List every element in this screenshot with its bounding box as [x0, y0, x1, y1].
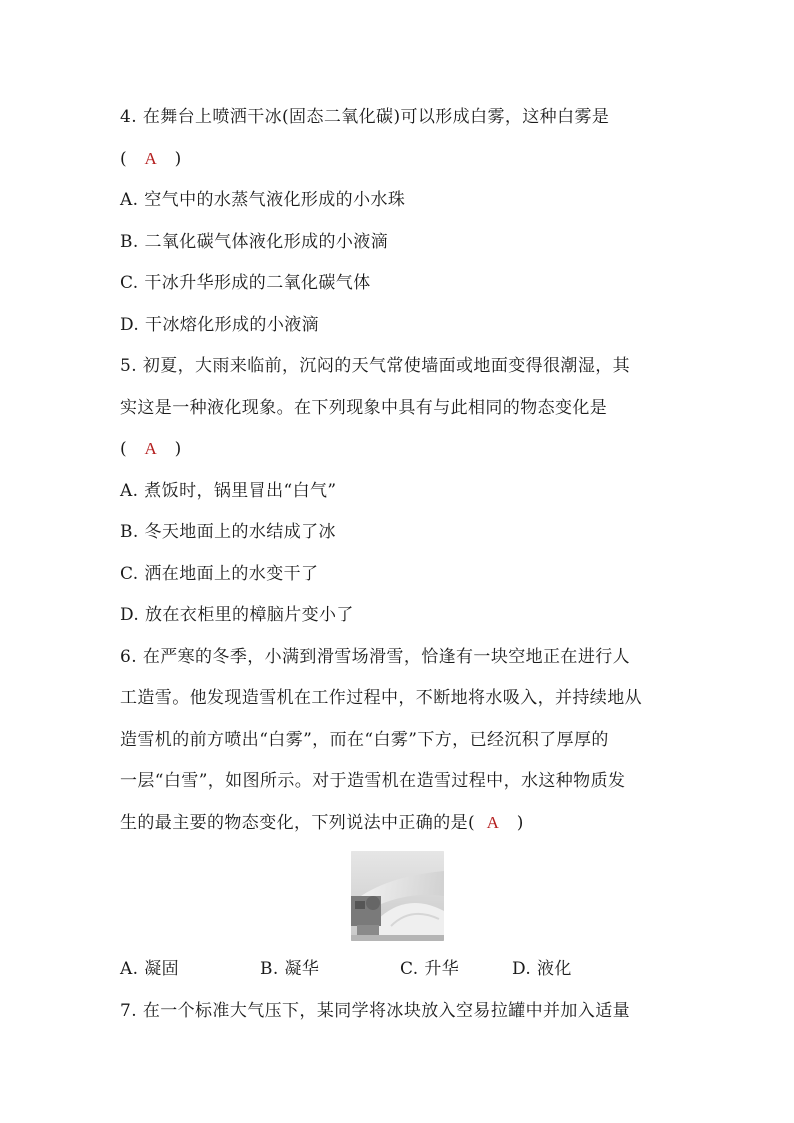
- snow-machine-illustration: [351, 851, 444, 941]
- q5-stem-line-1: 5. 初夏，大雨来临前，沉闷的天气常使墙面或地面变得很潮湿，其: [120, 356, 631, 376]
- snow-machine-figure: [351, 851, 444, 941]
- q6-stem-line-3: 造雪机的前方喷出“白雾”，而在“白雾”下方，已经沉积了厚厚的: [120, 730, 609, 750]
- q6-option-d: D. 液化: [512, 959, 572, 979]
- answer-letter: A: [486, 813, 500, 832]
- q5-option-a: A. 煮饭时，锅里冒出“白气”: [120, 481, 337, 501]
- q5-option-b: B. 冬天地面上的水结成了冰: [120, 522, 336, 542]
- q5-answer: [120, 438, 182, 460]
- q6-stem-line-5: [120, 812, 524, 834]
- answer-paren-close: ): [516, 813, 524, 833]
- q6-stem-line-4: 一层“白雪”，如图所示。对于造雪机在造雪过程中，水这种物质发: [120, 771, 626, 791]
- q4-option-b: B. 二氧化碳气体液化形成的小液滴: [120, 232, 389, 252]
- q5-option-d: D. 放在衣柜里的樟脑片变小了: [120, 605, 354, 625]
- q6-stem-line-1: 6. 在严寒的冬季，小满到滑雪场滑雪，恰逢有一块空地正在进行人: [120, 647, 631, 667]
- answer-letter: A: [144, 439, 158, 458]
- q6-stem-line-2: 工造雪。他发现造雪机在工作过程中，不断地将水吸入，并持续地从: [120, 688, 642, 708]
- q7-stem-line-1: 7. 在一个标准大气压下，某同学将冰块放入空易拉罐中并加入适量: [120, 1001, 631, 1021]
- q4-option-d: D. 干冰熔化形成的小液滴: [120, 315, 320, 335]
- q4-option-c: C. 干冰升华形成的二氧化碳气体: [120, 273, 371, 293]
- answer-paren-close: ): [174, 439, 182, 459]
- q4-stem-line-1: 4. 在舞台上喷洒干冰(固态二氧化碳)可以形成白雾，这种白雾是: [120, 107, 610, 127]
- q6-option-b: B. 凝华: [260, 959, 320, 979]
- q6-option-c: C. 升华: [400, 959, 460, 979]
- answer-paren-open: (: [120, 149, 128, 169]
- q5-option-c: C. 洒在地面上的水变干了: [120, 564, 319, 584]
- answer-letter: A: [144, 149, 158, 168]
- answer-paren-close: ): [174, 149, 182, 169]
- q5-stem-line-2: 实这是一种液化现象。在下列现象中具有与此相同的物态变化是: [120, 398, 608, 418]
- q4-answer: [120, 148, 182, 170]
- q6-stem-text: 生的最主要的物态变化，下列说法中正确的是(: [120, 813, 476, 833]
- q6-option-a: A. 凝固: [120, 959, 180, 979]
- answer-paren-open: (: [120, 439, 128, 459]
- q4-option-a: A. 空气中的水蒸气液化形成的小水珠: [120, 190, 406, 210]
